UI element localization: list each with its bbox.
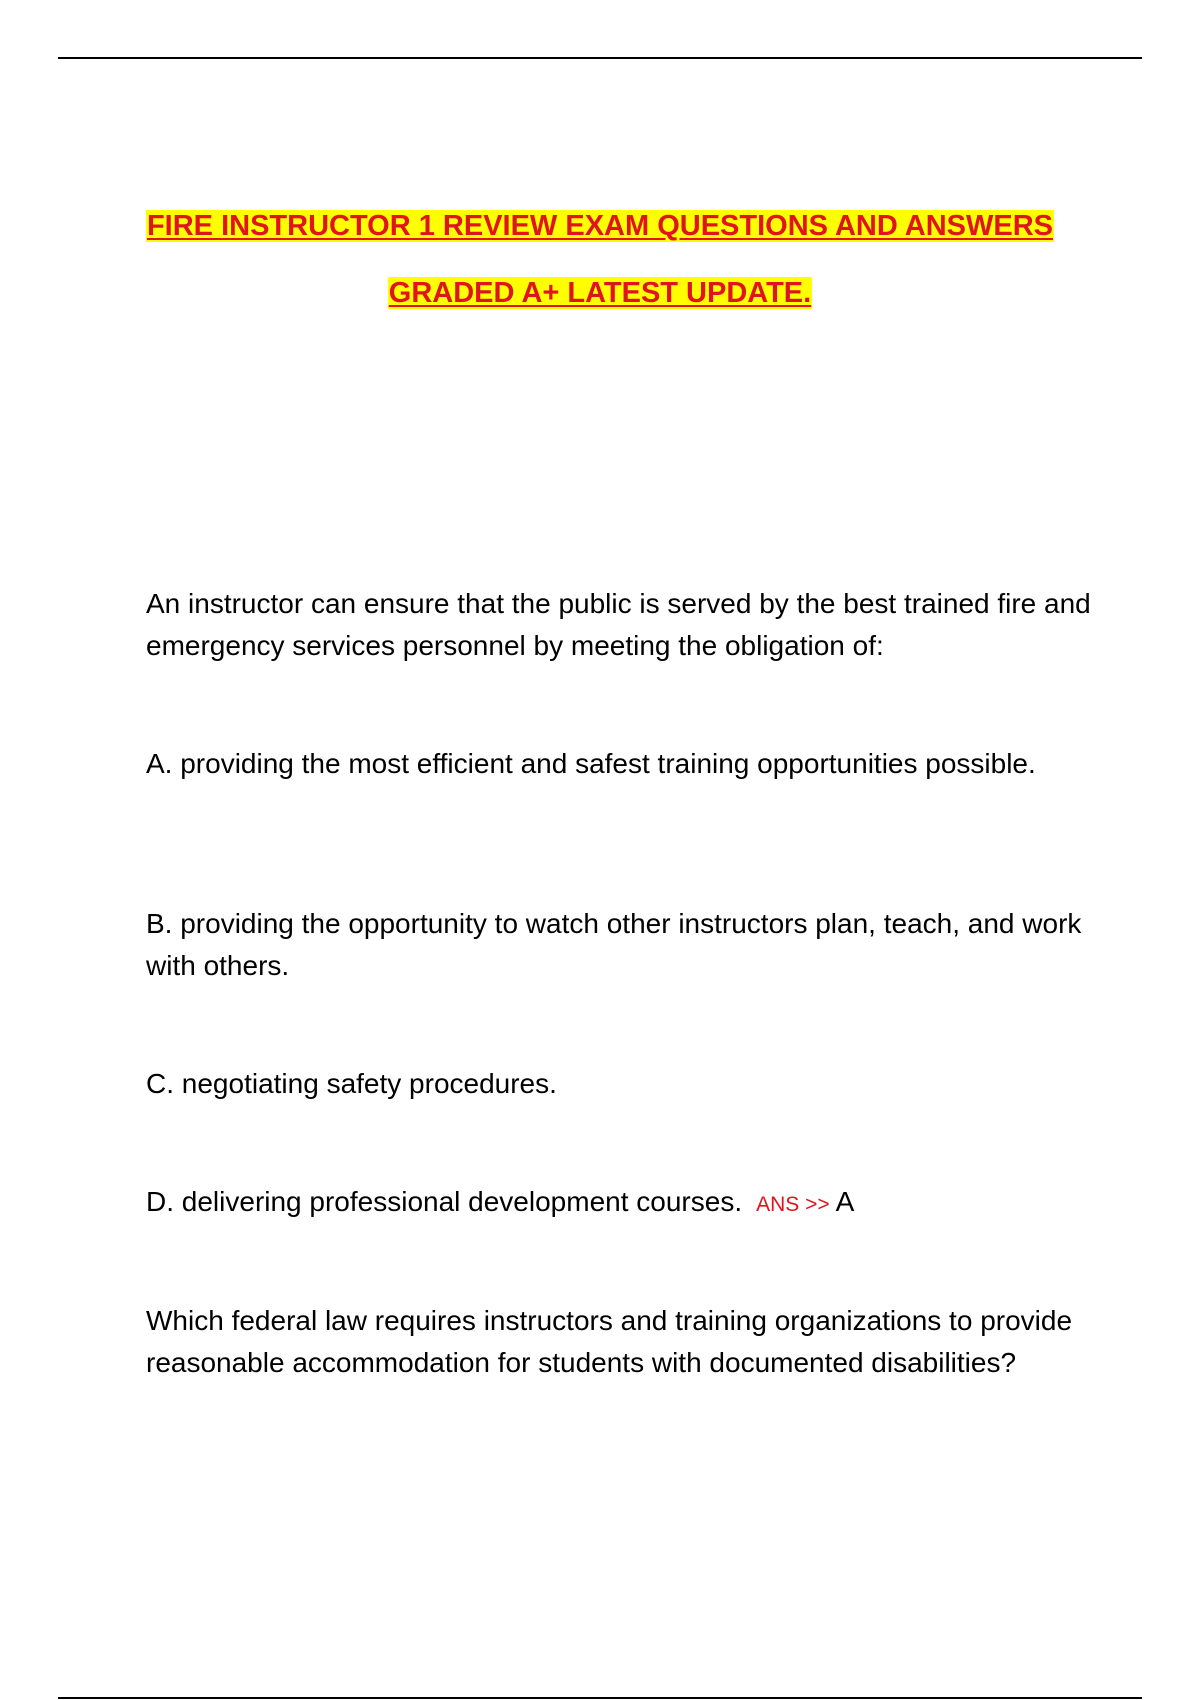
bottom-divider xyxy=(58,1697,1142,1699)
document-title-line-2 xyxy=(0,274,1200,313)
document-title-line-1 xyxy=(0,207,1200,246)
document-title-text-1: FIRE INSTRUCTOR 1 REVIEW EXAM QUESTIONS AND ANSWERS xyxy=(146,210,1054,242)
question-1-text: An instructor can ensure that the public is served by the best trained fire and emergency services personnel by meeting the obligation of: xyxy=(146,588,1091,661)
question-1-option-a: A. providing the most efficient and safest training opportunities possible. xyxy=(146,748,1036,779)
question-1-option-d-text: D. delivering professional development courses. xyxy=(146,1186,743,1217)
answer-marker: ANS >> xyxy=(756,1193,830,1216)
question-2-text: Which federal law requires instructors and training organizations to provide reasonable accommodation for students with documented disabilities? xyxy=(146,1305,1073,1378)
answer-value: A xyxy=(835,1186,855,1217)
top-divider xyxy=(58,57,1142,59)
question-1-option-d xyxy=(146,1181,1096,1226)
document-title-text-2: GRADED A+ LATEST UPDATE. xyxy=(388,277,812,309)
question-1-option-b: B. providing the opportunity to watch other instructors plan, teach, and work with others. xyxy=(146,908,1082,981)
question-1-option-c: C. negotiating safety procedures. xyxy=(146,1068,557,1099)
